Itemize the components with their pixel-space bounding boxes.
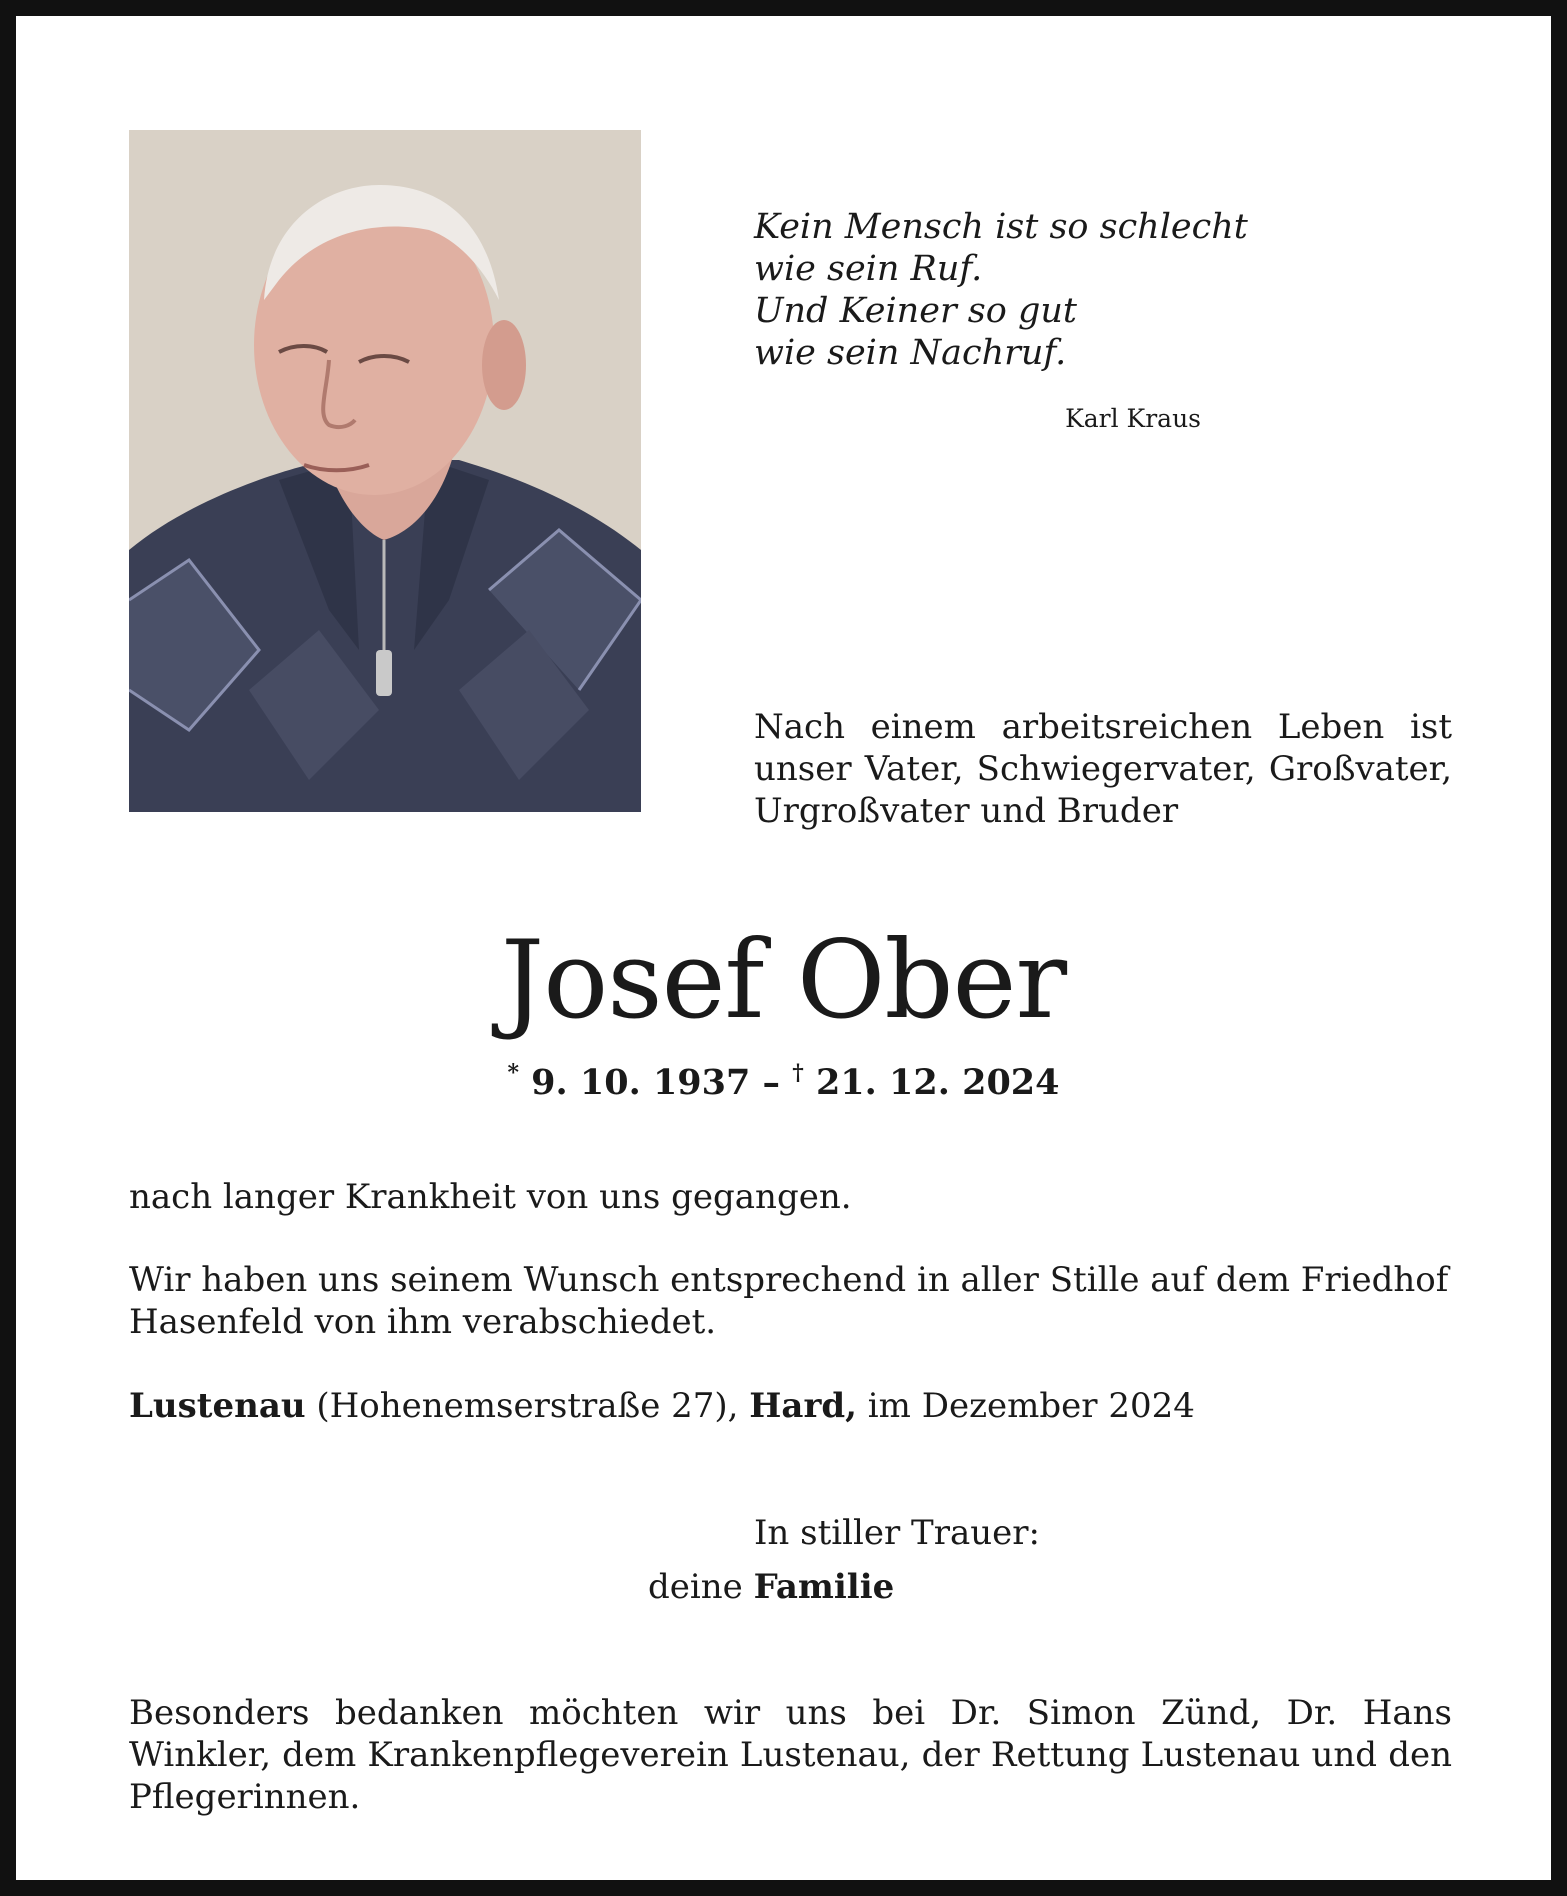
place-date-line — [129, 1385, 1452, 1427]
intro-line: unser Vater, Schwiegervater, Großvater, — [754, 749, 1452, 789]
family-name: Familie — [753, 1567, 895, 1607]
quote-line: Und Keiner so gut — [754, 291, 1077, 331]
birth-symbol: * — [507, 1060, 519, 1086]
thanks-line: Pflegerinnen. — [129, 1777, 361, 1817]
quote-line: wie sein Ruf. — [754, 249, 983, 289]
quote-line: wie sein Nachruf. — [754, 333, 1067, 373]
deceased-name: Josef Ober — [500, 918, 1067, 1043]
quote-line: Kein Mensch ist so schlecht — [754, 207, 1248, 247]
thanks-line: Winkler, dem Krankenpflegeverein Lustenau, der Rettung Lustenau und den — [129, 1735, 1452, 1775]
month-year: im Dezember 2024 — [856, 1386, 1195, 1426]
family-signature — [648, 1566, 894, 1608]
intro-text — [754, 706, 1452, 832]
quote — [754, 206, 1248, 374]
portrait-photo — [129, 130, 641, 812]
farewell-text: Wir haben uns seinem Wunsch entsprechend in aller Stille auf dem Friedhof Hasenfeld von ihm verabschiedet. — [129, 1260, 1449, 1342]
death-date: 21. 12. 2024 — [815, 1062, 1060, 1103]
thanks-line: Besonders bedanken möchten wir uns bei Dr. Simon Zünd, Dr. Hans — [129, 1693, 1452, 1733]
birth-date: 9. 10. 1937 — [531, 1062, 751, 1103]
life-dates — [16, 1051, 1551, 1105]
date-separator: – — [750, 1062, 793, 1103]
place-lustenau: Lustenau — [129, 1386, 306, 1426]
death-symbol: † — [792, 1060, 804, 1086]
mourning-line: In stiller Trauer: — [754, 1513, 1040, 1553]
thanks-text — [129, 1692, 1452, 1818]
quote-author: Karl Kraus — [1065, 404, 1201, 433]
intro-line: Nach einem arbeitsreichen Leben ist — [754, 707, 1452, 747]
portrait-illustration — [129, 130, 641, 812]
intro-line: Urgroßvater und Bruder — [754, 791, 1179, 831]
address: (Hohenemserstraße 27), — [305, 1386, 750, 1426]
passed-text: nach langer Krankheit von uns gegangen. — [129, 1177, 852, 1217]
family-prefix: deine — [648, 1567, 754, 1607]
place-hard: Hard, — [749, 1386, 857, 1426]
